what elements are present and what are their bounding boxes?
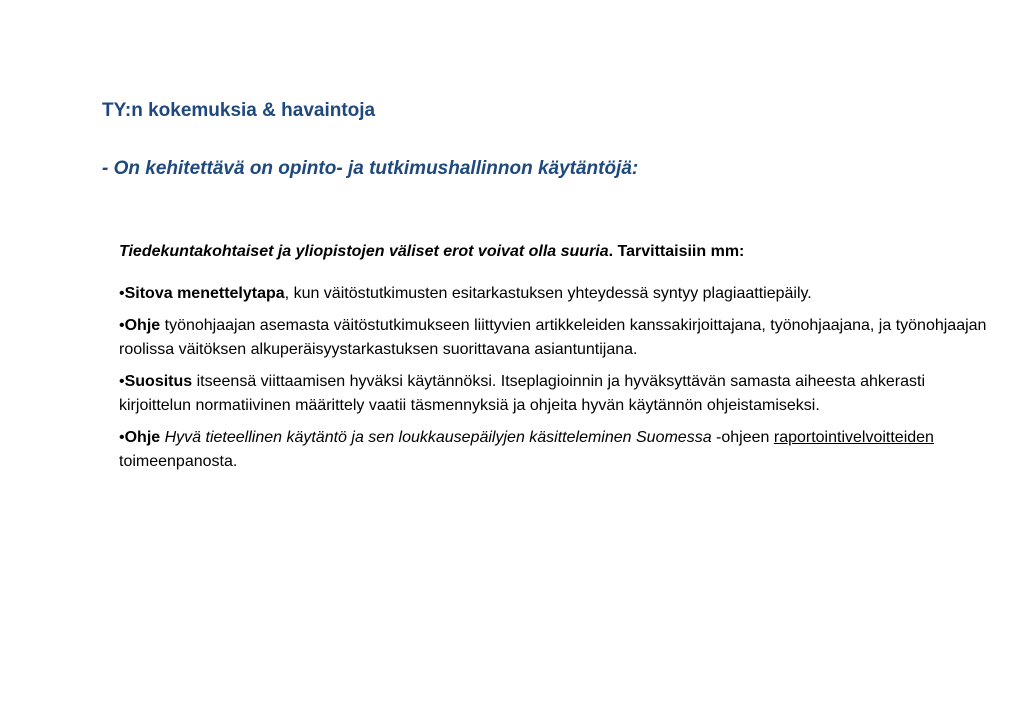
- bullet-text: , kun väitöstutkimusten esitarkastuksen yhteydessä syntyy plagiaattiepäily.: [284, 285, 812, 302]
- bullet-text: itseensä viittaamisen hyväksi käytännöksi. Itseplagioinnin ja hyväksyttävän samasta aiheesta ahkerasti kirjoittelun normatiivinen määrittely vaatii täsmennyksiä ja ohjeita hyvän käytännön ohjeistamiseksi.: [119, 373, 925, 414]
- bullet-bold: Ohje: [124, 429, 161, 446]
- slide-subtitle: - On kehitettävä on opinto- ja tutkimushallinnon käytäntöjä:: [102, 158, 639, 179]
- bullet-text-end: toimeenpanosta.: [119, 453, 238, 470]
- bullet-marker: •: [119, 429, 125, 446]
- slide-body: [119, 240, 999, 482]
- intro-rest: . Tarvittaisiin mm:: [608, 243, 745, 260]
- slide-title: TY:n kokemuksia & havaintoja: [102, 100, 376, 121]
- bullet-marker: •: [119, 317, 125, 334]
- bullet-bold: Ohje: [124, 317, 161, 334]
- bullet-item: [119, 314, 999, 362]
- reporting-obligations-link[interactable]: raportointivelvoitteiden: [773, 429, 934, 446]
- bullet-marker: •: [119, 373, 125, 390]
- bullet-marker: •: [119, 285, 125, 302]
- bullet-bold: Sitova menettelytapa: [124, 285, 285, 302]
- intro-paragraph: [119, 240, 999, 264]
- bullet-item: [119, 426, 999, 474]
- intro-lead: Tiedekuntakohtaiset ja yliopistojen väliset erot voivat olla suuria: [119, 243, 609, 260]
- bullet-item: [119, 282, 999, 306]
- bullet-text: työnohjaajan asemasta väitöstutkimukseen liittyvien artikkeleiden kanssakirjoittajana, työnohjaajana, ja työnohjaajan roolissa väitöksen alkuperäisyystarkastuksen suorittavana asiantuntijana.: [119, 317, 987, 358]
- bullet-italic-title: Hyvä tieteellinen käytäntö ja sen loukkausepäilyjen käsitteleminen Suomessa: [160, 429, 712, 446]
- bullet-bold: Suositus: [124, 373, 193, 390]
- bullet-text: -ohjeen: [711, 429, 774, 446]
- bullet-item: [119, 370, 999, 418]
